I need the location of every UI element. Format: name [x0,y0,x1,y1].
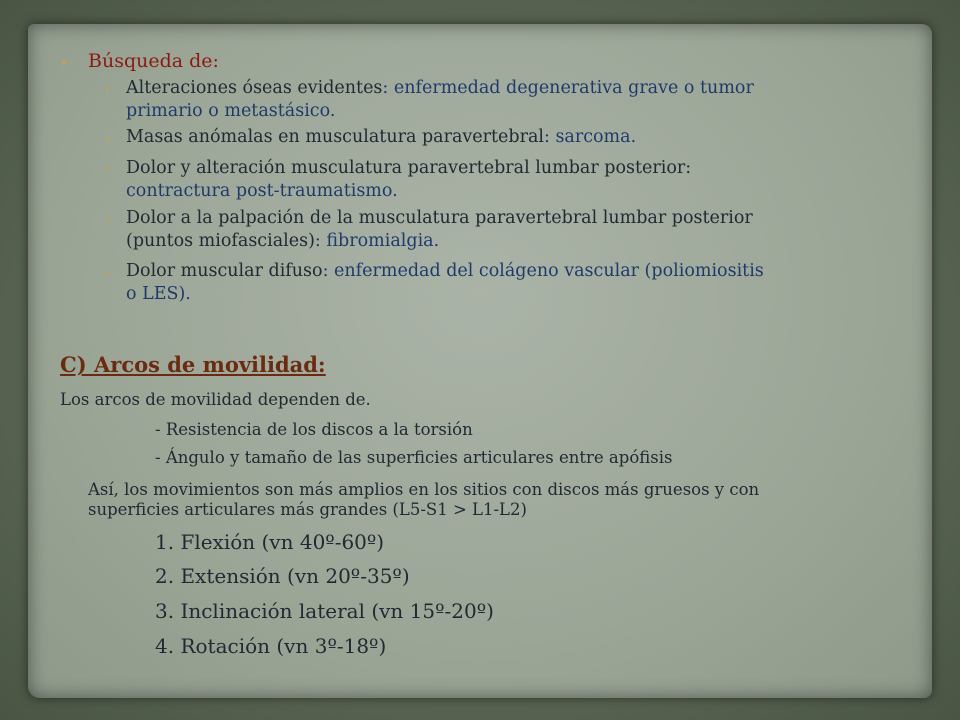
movement-extension: 2. Extensión (vn 20º-35º) [155,564,410,588]
bullet-icon: • [104,135,110,146]
item-3-line-2: contractura post-traumatismo. [126,181,398,201]
movement-flexion: 1. Flexión (vn 40º-60º) [155,530,385,554]
item-3-line-1: Dolor y alteración musculatura paravertebral lumbar posterior: [126,158,692,178]
bullet-icon: • [104,269,110,280]
busqueda-heading: Búsqueda de: [88,50,219,72]
paragraph-line-2: superficies articulares más grandes (L5-S1 > L1-L2) [88,500,527,519]
item-5-line-1: Dolor muscular difuso: enfermedad del colágeno vascular (poliomiositis [126,261,764,281]
factor-1: - Resistencia de los discos a la torsión [155,420,473,439]
item-4-line-1: Dolor a la palpación de la musculatura paravertebral lumbar posterior [126,208,753,228]
bullet-icon: • [104,86,110,97]
section-intro: Los arcos de movilidad dependen de. [60,390,371,409]
item-1-line-1: Alteraciones óseas evidentes: enfermedad degenerativa grave o tumor [126,78,754,98]
item-4-line-2: (puntos miofasciales): fibromialgia. [126,231,440,251]
factor-2: - Ángulo y tamaño de las superficies articulares entre apófisis [155,448,673,467]
bullet-icon: • [104,216,110,227]
movement-rotation: 4. Rotación (vn 3º-18º) [155,634,387,658]
paragraph-line-1: Así, los movimientos son más amplios en los sitios con discos más gruesos y con [88,480,760,499]
item-5-line-2: o LES). [126,284,191,304]
item-2-line-1: Masas anómalas en musculatura paravertebral: sarcoma. [126,127,637,147]
bullet-icon: • [60,56,69,72]
section-heading: C) Arcos de movilidad: [60,352,326,377]
item-1-line-2: primario o metastásico. [126,101,336,121]
bullet-icon: • [104,166,110,177]
movement-lateral-inclination: 3. Inclinación lateral (vn 15º-20º) [155,599,494,623]
